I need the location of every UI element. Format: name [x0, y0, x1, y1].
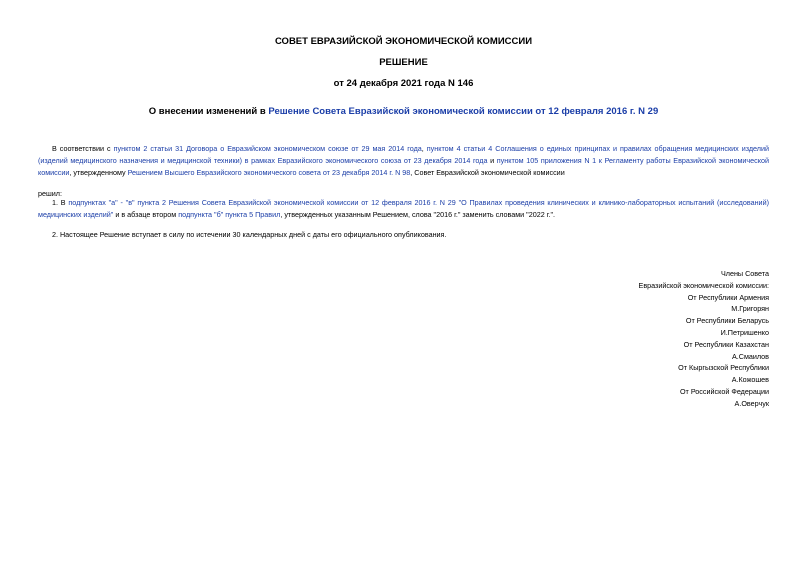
reshil-label: решил:: [38, 189, 62, 198]
item1-text-1: 1. В: [52, 198, 69, 207]
item1-text-3: , утвержденных указанным Решением, слова "2016 г." заменить словами "2022 г.".: [280, 210, 556, 219]
signature-line: М.Григорян: [731, 304, 769, 314]
signature-line: И.Петришенко: [720, 327, 769, 337]
preamble-text-4: , утвержденному: [69, 168, 128, 177]
signature-line: От Республики Армения: [687, 292, 769, 302]
org-heading: СОВЕТ ЕВРАЗИЙСКОЙ ЭКОНОМИЧЕСКОЙ КОМИССИИ: [274, 36, 533, 47]
signature-line: А.Оверчук: [734, 398, 769, 408]
preamble-link-3[interactable]: пунктом 105 приложения N 1 к Регламенту работы Евразийской экономической комиссии: [38, 156, 769, 177]
signature-line: А.Смаилов: [731, 351, 769, 361]
preamble-text-3: и: [487, 156, 497, 165]
doc-type-heading: РЕШЕНИЕ: [379, 57, 428, 68]
preamble-link-1[interactable]: пунктом 2 статьи 31 Договора о Евразийском экономическом союзе от 29 мая 2014 года: [113, 144, 422, 153]
preamble-text-2: ,: [421, 144, 427, 153]
signature-line: От Республики Казахстан: [683, 339, 769, 349]
signature-line: Члены Совета: [720, 269, 769, 278]
preamble-link-2[interactable]: пунктом 4 статьи 4 Соглашения о единых принципах и правилах обращения медицинских изделий (изделий медицинского назначения и медицинской техники) в рамках Евразийского экономического союза от 23 декабря 2014 года: [38, 144, 770, 165]
document-title: [0, 106, 807, 117]
signature-line: А.Кожошев: [731, 375, 769, 385]
preamble-text-5: , Совет Евразийской экономической комиссии: [410, 168, 565, 177]
title-link[interactable]: Решение Совета Евразийской экономической комиссии от 12 февраля 2016 г. N 29: [268, 106, 659, 117]
signature-line: От Российской Федерации: [679, 386, 769, 396]
item1-link-2[interactable]: подпункта "б" пункта 5 Правил: [178, 210, 281, 219]
signature-line: От Кыргызской Республики: [678, 363, 769, 373]
preamble-text-1: В соответствии с: [52, 144, 114, 153]
item-1-paragraph: [38, 197, 769, 221]
item1-text-2: и в абзаце втором: [113, 210, 179, 219]
signature-line: От Республики Беларусь: [685, 316, 769, 326]
preamble-paragraph: [38, 143, 769, 179]
preamble-link-4[interactable]: Решением Высшего Евразийского экономического совета от 23 декабря 2014 г. N 98: [127, 168, 411, 177]
signature-line: Евразийской экономической комиссии:: [638, 280, 769, 290]
date-line: от 24 декабря 2021 года N 146: [333, 78, 474, 89]
title-prefix: О внесении изменений в: [148, 106, 269, 117]
item-2-paragraph: 2. Настоящее Решение вступает в силу по истечении 30 календарных дней с даты его официального опубликования.: [52, 230, 447, 239]
item1-link-1[interactable]: подпунктах "а" - "в" пункта 2 Решения Совета Евразийской экономической комиссии от 12 февраля 2016 г. N 29 "О Правилах проведения клинических и клинико-лабораторных испытаний (исследований) медицинских изделий": [38, 198, 769, 219]
signature-block: [449, 268, 769, 410]
